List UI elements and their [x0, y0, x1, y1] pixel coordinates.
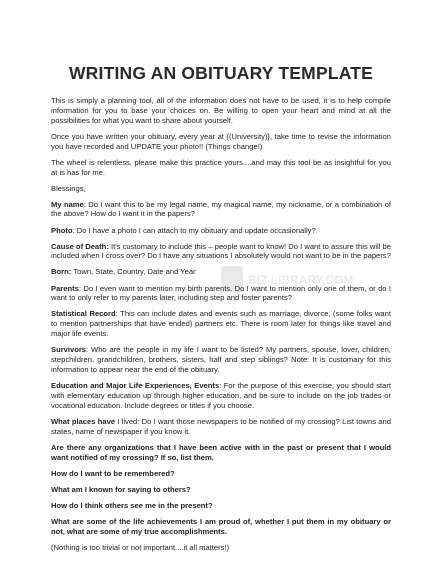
field-places-lived — [51, 417, 391, 437]
question-organizations: Are there any organizations that I have been active with in the past or present that I would want notified of my crossing? If so, list them. — [51, 442, 391, 462]
field-text: : Who are the people in my life I want to be listed? My partners, spouse, lover, children, stepchildren, grandchildren, brothers, sisters, half and step siblings? Note: It is customary for this information to appear near the end of the obituary. — [51, 345, 391, 374]
field-statistical-record — [51, 309, 391, 339]
field-education — [51, 381, 391, 411]
intro-paragraph-4: Blessings, — [51, 183, 86, 193]
field-born — [51, 267, 391, 277]
field-label: My name — [51, 199, 84, 209]
document-body — [51, 96, 391, 559]
intro-paragraph-1: This is simply a planning tool, all of the information does not have to be used, it is to help compile information for you to base your choices on. Be willing to open your heart and mind at all the possibilities for what you want to share about yourself. — [51, 96, 391, 125]
field-label: Statistical Record — [51, 309, 116, 319]
field-label: Parents — [51, 283, 79, 293]
field-label: Photo — [51, 225, 73, 235]
field-text: I lived: Do I want those newspapers to be notified of my crossing? List towns and states, name of newspaper if you know it. — [51, 416, 391, 436]
field-label: Cause of Death: — [51, 241, 109, 251]
field-label: Survivors — [51, 345, 87, 355]
field-parents — [51, 284, 391, 304]
question-others-see-me: How do I think others see me in the present? — [51, 500, 213, 510]
field-text: : Do I even want to mention my birth parents. Do I want to mention only one of them, or do I want to only refer to my parents later, including step and foster parents? — [51, 283, 391, 303]
field-text: It's customary to include this – people want to know! Do I want to assure this will be included when I cross over? Do I have any situations I absolutely would not want to be in the papers? — [51, 241, 391, 261]
field-text: : Do I want this to be my legal name, my magical name, my nickname, or a combination of the above? How do I want it in the papers? — [51, 199, 391, 219]
question-known-for: What am I known for saying to others? — [51, 484, 191, 494]
document-page — [51, 0, 391, 569]
field-cause-of-death — [51, 242, 391, 262]
field-survivors — [51, 345, 391, 375]
intro-paragraph-3: The wheel is relentless, please make this practice yours....and may this tool be as insightful for you at is has for me. — [51, 157, 391, 177]
field-label: Education and Major Life Experiences, Events — [51, 380, 220, 390]
field-text: : This can include dates and events such as marriage, divorce, (some folks want to mention partnerships that have ended) partners etc. There is room later for things like travel and major life events. — [51, 309, 391, 339]
field-label: What places have — [51, 416, 116, 426]
field-label: Born: — [51, 267, 74, 277]
intro-paragraph-2: Once you have written your obituary, every year at {(University)}, take time to revise the information you have recorded and UPDATE your photo!! (Things change!) — [51, 131, 391, 151]
page-title: WRITING AN OBITUARY TEMPLATE — [68, 63, 374, 83]
watermark-text: BIZ LIBRARY.COM — [248, 273, 354, 287]
field-text: Town, State, Country, Date and Year — [73, 267, 196, 277]
field-text: : For the purpose of this exercise, you should start with elementary education up through higher education, and be sure to include on the job trades or vocational education. Include degrees or titles if you choose. — [51, 380, 391, 410]
field-my-name — [51, 200, 391, 220]
field-photo — [51, 226, 391, 236]
field-text: : Do I have a photo I can attach to my obituary and update occasionally? — [72, 225, 316, 235]
closing-note: (Nothing is too trivial or not important....it all matters!) — [51, 542, 230, 552]
question-remembered: How do I want to be remembered? — [51, 468, 175, 478]
question-achievements: What are some of the life achievements I am proud of, whether I put them in my obituary or not, what are some of my true accomplishments. — [51, 516, 391, 536]
